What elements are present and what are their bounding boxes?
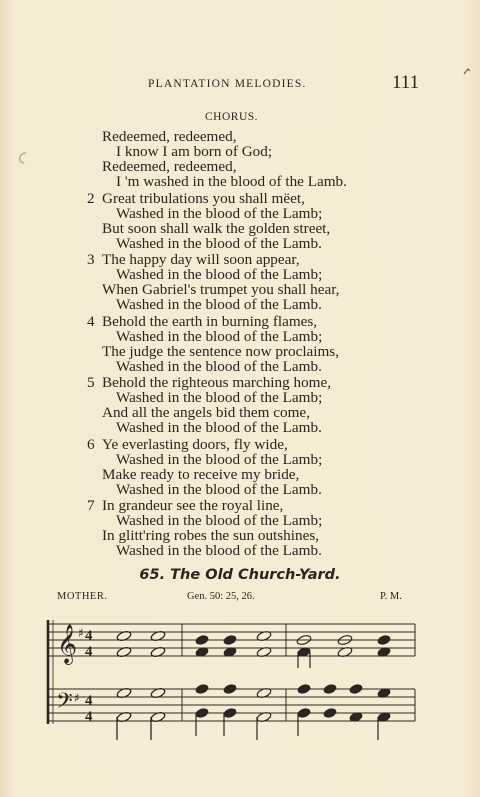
verse-number: 5 (87, 374, 95, 391)
verse-line: Washed in the blood of the Lamb; (116, 512, 323, 529)
verse-line: Washed in the blood of the Lamb; (116, 266, 323, 283)
running-head: PLANTATION MELODIES. (148, 78, 307, 90)
verse-line: Great tribulations you shall mëet, (102, 190, 305, 207)
page-number: 111 (392, 72, 420, 93)
verse-line: Washed in the blood of the Lamb. (116, 481, 322, 498)
verse-line: Behold the righteous marching home, (102, 374, 332, 391)
verse-line: The happy day will soon appear, (102, 251, 300, 268)
treble-measure-3 (296, 634, 391, 668)
verse-line: Make ready to receive my bride, (102, 466, 300, 483)
verse-line: In glitt'ring robes the sun outshines, (102, 527, 320, 544)
verse-line: The judge the sentence now proclaims, (102, 343, 340, 360)
time-signature-top: 4 (85, 628, 93, 644)
hymn-title: 65. The Old Church-Yard. (139, 567, 341, 583)
verse-line: But soon shall walk the golden street, (102, 220, 331, 237)
chorus-line: Redeemed, redeemed, (102, 128, 237, 145)
verse-line: Washed in the blood of the Lamb. (116, 296, 322, 313)
verse-number: 4 (87, 313, 95, 330)
verse-line: And all the angels bid them come, (102, 404, 310, 421)
verse-line: In grandeur see the royal line, (102, 497, 284, 514)
time-signature-top: 4 (85, 693, 93, 709)
sharp-icon: ♯ (78, 626, 84, 640)
verse-number: 2 (87, 190, 95, 207)
verse-number: 7 (87, 497, 95, 514)
chorus-heading: CHORUS. (205, 111, 259, 123)
verse-line: Washed in the blood of the Lamb; (116, 451, 323, 468)
verse-line: Washed in the blood of the Lamb. (116, 358, 322, 375)
meter-label: P. M. (380, 591, 402, 602)
treble-measure-2 (195, 630, 272, 658)
verse-line: Behold the earth in burning flames, (102, 313, 318, 330)
bass-measure-2 (195, 684, 272, 740)
verse-line: Ye everlasting doors, fly wide, (102, 436, 288, 453)
bass-clef-icon: 𝄢 (56, 689, 73, 719)
scripture-reference: Gen. 50: 25, 26. (187, 591, 255, 602)
verse-line: Washed in the blood of the Lamb. (116, 235, 322, 252)
bass-measure-1 (116, 687, 166, 740)
time-signature-bottom: 4 (85, 709, 93, 725)
music-score (0, 600, 480, 750)
chorus-line: Redeemed, redeemed, (102, 158, 237, 175)
chorus-line: I 'm washed in the blood of the Lamb. (116, 173, 347, 190)
page-header (0, 70, 480, 100)
verse-number: 6 (87, 436, 95, 453)
treble-measure-1 (116, 630, 166, 658)
verse-line: Washed in the blood of the Lamb. (116, 542, 322, 559)
time-signature-bottom: 4 (85, 644, 93, 660)
treble-clef-icon: 𝄞 (57, 624, 78, 664)
verse-line: Washed in the blood of the Lamb; (116, 205, 323, 222)
verse-line: When Gabriel's trumpet you shall hear, (102, 281, 340, 298)
verse-line: Washed in the blood of the Lamb; (116, 389, 323, 406)
verse-line: Washed in the blood of the Lamb; (116, 328, 323, 345)
verse-number: 3 (87, 251, 95, 268)
sharp-icon: ♯ (74, 691, 80, 705)
chorus-line: I know I am born of God; (116, 143, 273, 160)
verse-line: Washed in the blood of the Lamb. (116, 419, 322, 436)
tune-name: MOTHER. (57, 591, 108, 602)
margin-ink-mark-icon (14, 150, 32, 168)
bass-measure-3 (297, 684, 391, 740)
